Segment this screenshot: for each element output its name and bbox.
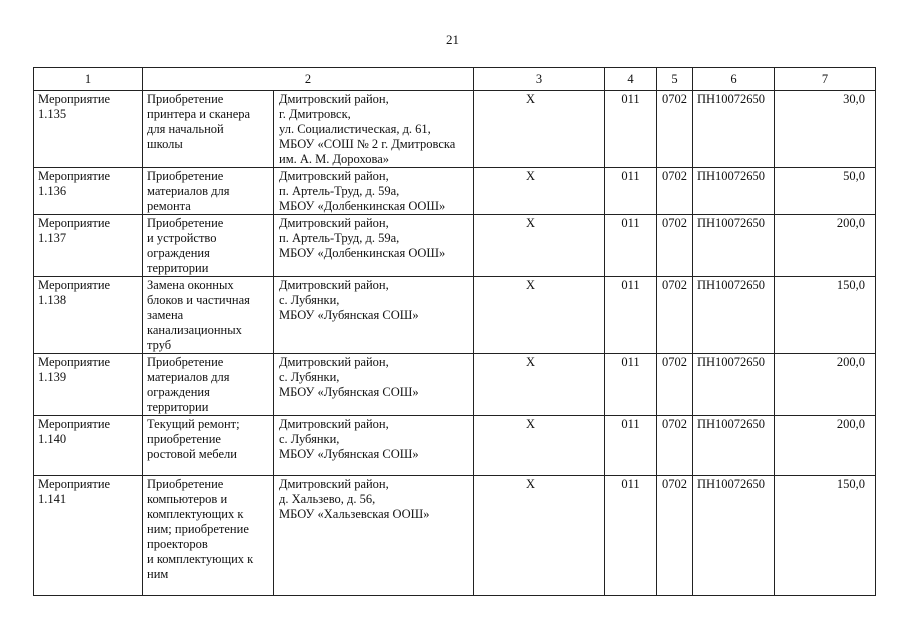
address-cell-line: Дмитровский район, (279, 216, 389, 230)
description-cell-line: Приобретение (147, 216, 224, 230)
col5-cell: 0702 (657, 277, 693, 354)
table-row (34, 416, 876, 476)
description-cell-line: ним (147, 567, 169, 581)
description-cell-line: и устройство (147, 231, 217, 245)
table-row (34, 277, 876, 354)
header-col-6: 6 (693, 68, 775, 91)
amount-cell: 200,0 (775, 354, 876, 416)
col4-cell: 011 (605, 277, 657, 354)
description-cell-line: блоков и частичная (147, 293, 250, 307)
event-cell (34, 168, 143, 215)
description-cell-line: материалов для (147, 184, 230, 198)
amount-cell: 150,0 (775, 476, 876, 596)
col6-cell: ПН10072650 (693, 416, 775, 476)
description-cell (143, 91, 274, 168)
col4-cell: 011 (605, 168, 657, 215)
header-row (34, 68, 876, 91)
event-cell-line: 1.135 (38, 107, 67, 121)
description-cell-line: ограждения (147, 385, 210, 399)
col5-cell: 0702 (657, 476, 693, 596)
event-cell-line: Мероприятие (38, 477, 111, 491)
description-cell-line: материалов для (147, 370, 230, 384)
amount-cell: 200,0 (775, 215, 876, 277)
address-cell (274, 91, 474, 168)
table-row (34, 168, 876, 215)
event-cell-line: Мероприятие (38, 278, 111, 292)
address-cell-line: МБОУ «Долбенкинская ООШ» (279, 246, 446, 260)
col5-cell: 0702 (657, 354, 693, 416)
event-cell (34, 416, 143, 476)
description-cell-line: ремонта (147, 199, 191, 213)
address-cell-line: ул. Социалистическая, д. 61, (279, 122, 431, 136)
description-cell-line: компьютеров и (147, 492, 228, 506)
col6-cell: ПН10072650 (693, 91, 775, 168)
table-row (34, 215, 876, 277)
col3-cell: Х (474, 354, 605, 416)
col5-cell: 0702 (657, 416, 693, 476)
header-col-3: 3 (474, 68, 605, 91)
description-cell-line: комплектующих к (147, 507, 244, 521)
description-cell-line: труб (147, 338, 172, 352)
description-cell-line: ограждения (147, 246, 210, 260)
description-cell (143, 168, 274, 215)
event-cell-line: 1.139 (38, 370, 67, 384)
address-cell-line: с. Лубянки, (279, 432, 340, 446)
table-row (34, 354, 876, 416)
address-cell-line: МБОУ «Хальзевская ООШ» (279, 507, 430, 521)
address-cell-line: Дмитровский район, (279, 169, 389, 183)
description-cell-line: Приобретение (147, 355, 224, 369)
description-cell-line: приобретение (147, 432, 221, 446)
address-cell-line: Дмитровский район, (279, 278, 389, 292)
event-cell-line: Мероприятие (38, 169, 111, 183)
col4-cell: 011 (605, 354, 657, 416)
page-number: 21 (446, 32, 459, 47)
address-cell-line: МБОУ «Лубянская СОШ» (279, 308, 419, 322)
col3-cell: Х (474, 91, 605, 168)
amount-cell: 150,0 (775, 277, 876, 354)
description-cell-line: территории (147, 261, 209, 275)
event-cell-line: 1.141 (38, 492, 67, 506)
amount-cell: 50,0 (775, 168, 876, 215)
col5-cell: 0702 (657, 215, 693, 277)
col6-cell: ПН10072650 (693, 277, 775, 354)
address-cell-line: Дмитровский район, (279, 477, 389, 491)
col3-cell: Х (474, 476, 605, 596)
col4-cell: 011 (605, 476, 657, 596)
description-cell-line: замена (147, 308, 184, 322)
description-cell (143, 354, 274, 416)
budget-table (33, 67, 876, 596)
col5-cell: 0702 (657, 91, 693, 168)
address-cell-line: им. А. М. Дорохова» (279, 152, 390, 166)
address-cell (274, 215, 474, 277)
address-cell (274, 354, 474, 416)
event-cell-line: 1.138 (38, 293, 67, 307)
description-cell-line: канализационных (147, 323, 242, 337)
col6-cell: ПН10072650 (693, 476, 775, 596)
address-cell-line: МБОУ «Лубянская СОШ» (279, 385, 419, 399)
address-cell-line: д. Хальзево, д. 56, (279, 492, 376, 506)
amount-cell: 200,0 (775, 416, 876, 476)
table-row (34, 476, 876, 596)
col4-cell: 011 (605, 215, 657, 277)
address-cell-line: Дмитровский район, (279, 417, 389, 431)
col3-cell: Х (474, 416, 605, 476)
description-cell-line: и комплектующих к (147, 552, 254, 566)
header-col-7: 7 (775, 68, 876, 91)
header-col-4: 4 (605, 68, 657, 91)
address-cell-line: с. Лубянки, (279, 293, 340, 307)
address-cell-line: МБОУ «СОШ № 2 г. Дмитровска (279, 137, 456, 151)
event-cell (34, 354, 143, 416)
address-cell-line: п. Артель-Труд, д. 59а, (279, 184, 400, 198)
event-cell-line: 1.136 (38, 184, 67, 198)
description-cell-line: проекторов (147, 537, 208, 551)
event-cell-line: Мероприятие (38, 417, 111, 431)
event-cell-line: Мероприятие (38, 355, 111, 369)
address-cell-line: с. Лубянки, (279, 370, 340, 384)
header-col-2: 2 (143, 68, 474, 91)
address-cell (274, 277, 474, 354)
col4-cell: 011 (605, 91, 657, 168)
address-cell-line: Дмитровский район, (279, 92, 389, 106)
col5-cell: 0702 (657, 168, 693, 215)
description-cell (143, 476, 274, 596)
description-cell-line: ростовой мебели (147, 447, 237, 461)
event-cell (34, 91, 143, 168)
description-cell (143, 277, 274, 354)
event-cell-line: 1.137 (38, 231, 67, 245)
description-cell-line: школы (147, 137, 183, 151)
address-cell (274, 168, 474, 215)
description-cell (143, 416, 274, 476)
address-cell (274, 416, 474, 476)
address-cell-line: г. Дмитровск, (279, 107, 351, 121)
description-cell-line: ним; приобретение (147, 522, 249, 536)
event-cell (34, 476, 143, 596)
col3-cell: Х (474, 277, 605, 354)
header-col-5: 5 (657, 68, 693, 91)
address-cell-line: МБОУ «Лубянская СОШ» (279, 447, 419, 461)
description-cell-line: территории (147, 400, 209, 414)
description-cell (143, 215, 274, 277)
col6-cell: ПН10072650 (693, 215, 775, 277)
col6-cell: ПН10072650 (693, 168, 775, 215)
description-cell-line: Замена оконных (147, 278, 234, 292)
description-cell-line: Приобретение (147, 477, 224, 491)
col6-cell: ПН10072650 (693, 354, 775, 416)
table-row (34, 91, 876, 168)
address-cell-line: Дмитровский район, (279, 355, 389, 369)
description-cell-line: Приобретение (147, 169, 224, 183)
col3-cell: Х (474, 215, 605, 277)
description-cell-line: принтера и сканера (147, 107, 251, 121)
description-cell-line: Приобретение (147, 92, 224, 106)
address-cell-line: п. Артель-Труд, д. 59а, (279, 231, 400, 245)
address-cell-line: МБОУ «Долбенкинская ООШ» (279, 199, 446, 213)
amount-cell: 30,0 (775, 91, 876, 168)
col4-cell: 011 (605, 416, 657, 476)
col3-cell: Х (474, 168, 605, 215)
address-cell (274, 476, 474, 596)
event-cell-line: Мероприятие (38, 216, 111, 230)
description-cell-line: для начальной (147, 122, 224, 136)
event-cell-line: Мероприятие (38, 92, 111, 106)
description-cell-line: Текущий ремонт; (147, 417, 240, 431)
event-cell (34, 277, 143, 354)
header-col-1: 1 (34, 68, 143, 91)
event-cell-line: 1.140 (38, 432, 67, 446)
event-cell (34, 215, 143, 277)
